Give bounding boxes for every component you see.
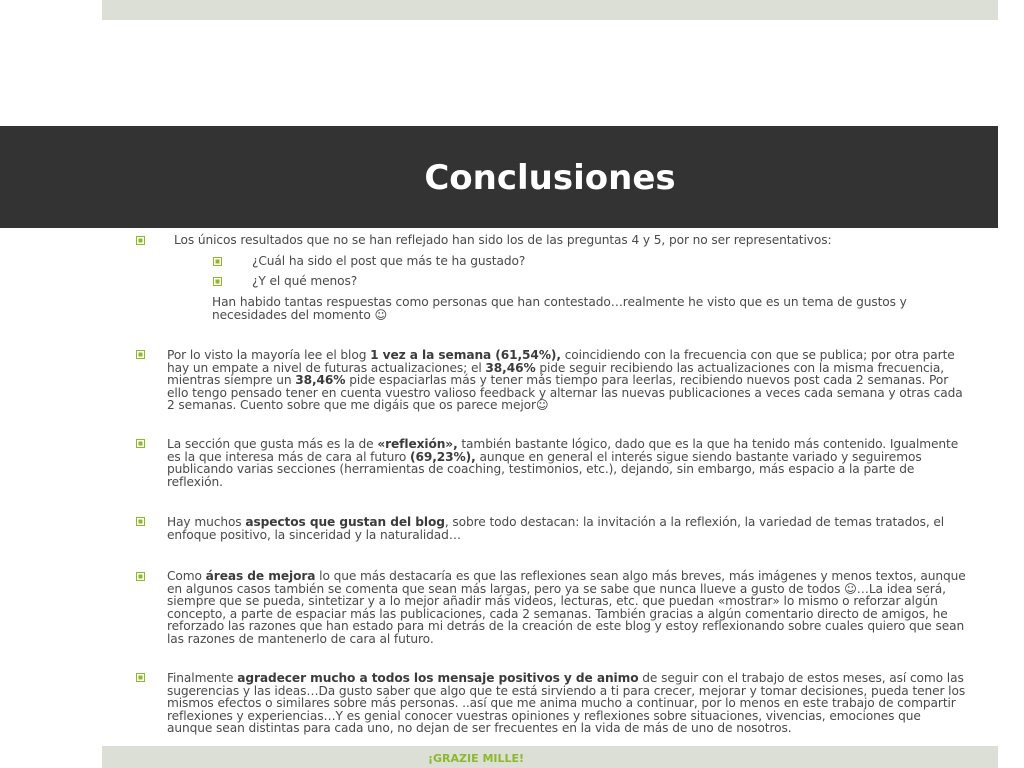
body-text: Como bbox=[167, 569, 206, 583]
subitem-post-mas-gustado bbox=[252, 255, 952, 268]
paragraph-preguntas-no-reflejadas bbox=[174, 234, 974, 247]
body-text: de seguir con el trabajo de estos meses, así como las sugerencias y las ideas…Da gusto saber que algo que te está sirviendo a ti para crecer, mejorar y tomar decisiones, pueda tener los mismos efectos o similares sobre más personas. ..así que me anima mucho a continuar, por lo menos en este trabajo de compartir reflexiones y experiencias…Y es genial conocer vuestras opiniones y reflexiones sobre situaciones, vivencias, emociones que aunque sean distintas para cada uno, no dejan de ser frecuentes en la vida de más de uno de nosotros. bbox=[167, 671, 966, 736]
body-text: pide espaciarlas más y tener más tiempo para leerlas, recibiendo nuevos post cada 2 semanas. Por ello tengo pensado tener en cuenta vuestro valioso feedback y alternar las nuevas publicaciones a veces cada semana y otras cada 2 semanas. Cuento sobre que me digáis que os parece mejor☺ bbox=[167, 373, 963, 413]
emphasis-text: (69,23%), bbox=[410, 449, 476, 464]
bottom-decor-strip bbox=[102, 746, 998, 768]
paragraph-seccion-favorita bbox=[167, 438, 968, 488]
paragraph-respuestas-variadas bbox=[212, 296, 960, 321]
body-text: Hay muchos bbox=[167, 515, 246, 529]
body-text: ¿Y el qué menos? bbox=[252, 274, 358, 288]
bullet-icon bbox=[136, 517, 145, 526]
body-text: Por lo visto la mayoría lee el blog bbox=[167, 348, 371, 362]
paragraph-aspectos-que-gustan bbox=[167, 516, 968, 541]
paragraph-frecuencia-lectura bbox=[167, 349, 968, 412]
body-text: lo que más destacaría es que las reflexiones sean algo más breves, más imágenes y menos textos, aunque en algunos casos también se comenta que sean más largas, pero ya se sabe que nunca llueve a gusto de todos ☺…La idea será, siempre que se pueda, sintetizar y a lo mejor añadir más videos, lecturas, etc. que puedan «mostrar» lo mismo o reforzar algún concepto, a parte de espaciar más las publicaciones, cada 2 semanas. También gracias a algún comentario directo de amigos, he reforzado las razones que han estado para mi detrás de la creación de este blog y estoy reflexionando sobre cuales quiero que sean las razones de mantenerlo de cara al futuro. bbox=[167, 569, 966, 646]
emphasis-text: 38,46% bbox=[485, 360, 536, 375]
top-decor-strip bbox=[102, 0, 998, 20]
paragraph-areas-de-mejora bbox=[167, 570, 968, 646]
emphasis-text: 38,46% bbox=[295, 373, 346, 388]
bullet-icon bbox=[213, 277, 222, 286]
body-text: coincidiendo con la frecuencia con que se publica; por otra parte hay un empate a nivel de futuras actualizaciones; el bbox=[167, 348, 955, 375]
subitem-post-menos-gustado bbox=[252, 275, 952, 288]
body-text: Han habido tantas respuestas como personas que han contestado…realmente he visto que es un tema de gustos y necesidades del momento ☺ bbox=[212, 295, 907, 322]
emphasis-text: agradecer mucho a todos los mensaje positivos y de animo bbox=[237, 671, 639, 685]
bullet-icon bbox=[136, 572, 145, 581]
bullet-icon bbox=[136, 439, 145, 448]
footer-thanks: ¡GRAZIE MILLE! bbox=[428, 752, 525, 765]
emphasis-text: áreas de mejora bbox=[205, 569, 316, 583]
bullet-icon bbox=[136, 236, 145, 245]
emphasis-text: «reflexión», bbox=[377, 437, 458, 451]
emphasis-text: 1 vez a la semana (61,54%), bbox=[370, 348, 561, 362]
body-text: La sección que gusta más es la de bbox=[167, 437, 378, 451]
body-text: también bastante lógico, dado que es la que ha tenido más contenido. Igualmente es la que interesa más de cara al futuro bbox=[167, 437, 959, 464]
slide-title: Conclusiones bbox=[424, 158, 676, 198]
body-text: Los únicos resultados que no se han reflejado han sido los de las preguntas 4 y 5, por no ser representativos: bbox=[174, 233, 832, 247]
body-text: pide seguir recibiendo las actualizaciones con la misma frecuencia, mientras siempre un bbox=[167, 360, 944, 388]
body-text: aunque en general el interés sigue siendo bastante variado y seguiremos publicando varias secciones (herramientas de coaching, testimonios, etc.), dejando, sin embargo, más espacio a la parte de reflexión. bbox=[167, 449, 922, 489]
bullet-icon bbox=[213, 257, 222, 266]
body-text: ¿Cuál ha sido el post que más te ha gustado? bbox=[252, 254, 526, 268]
emphasis-text: aspectos que gustan del blog bbox=[245, 515, 445, 529]
body-text: , sobre todo destacan: la invitación a la reflexión, la variedad de temas tratados, el enfoque positivo, la sinceridad y la naturalidad… bbox=[167, 515, 945, 542]
bullet-icon bbox=[136, 673, 145, 682]
body-text: Finalmente bbox=[167, 671, 238, 685]
bullet-icon bbox=[136, 350, 145, 359]
paragraph-agradecimiento bbox=[167, 672, 968, 735]
